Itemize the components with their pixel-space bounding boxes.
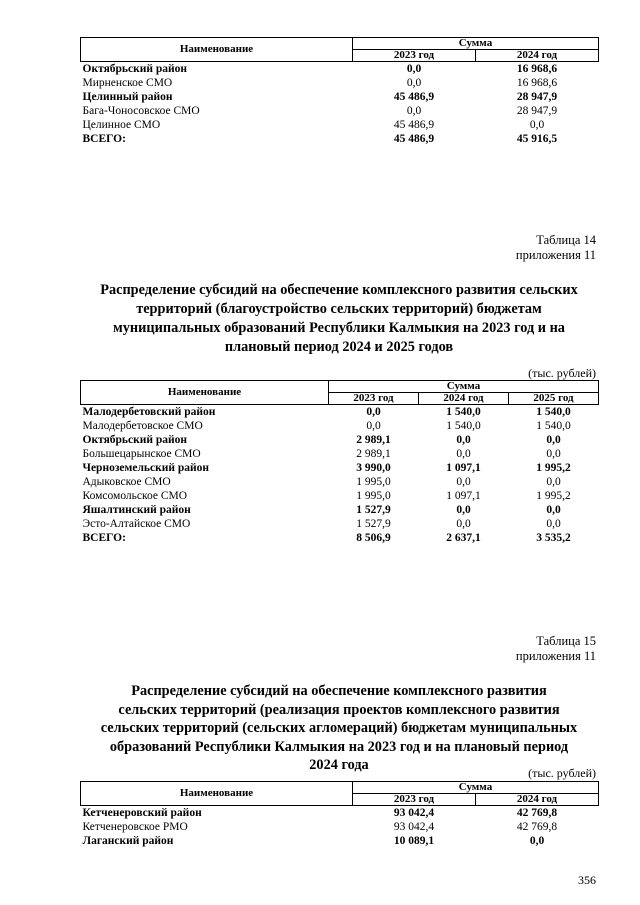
row-value: 0,0 xyxy=(406,77,422,89)
header-sum: Сумма xyxy=(353,782,599,794)
row-value: 0,0 xyxy=(546,504,561,516)
table-row xyxy=(81,90,599,104)
table-row xyxy=(81,461,599,475)
row-value: 1 995,0 xyxy=(356,490,391,502)
row-name: ВСЕГО: xyxy=(82,532,126,544)
row-value: 1 540,0 xyxy=(536,420,571,432)
row-value: 1 540,0 xyxy=(446,406,481,418)
row-value: 1 995,2 xyxy=(536,462,571,474)
row-name: Эсто-Алтайское СМО xyxy=(82,518,191,530)
header-sum: Сумма xyxy=(353,38,599,50)
appendix-ref: приложения 11 xyxy=(515,649,596,663)
table-row xyxy=(81,475,599,489)
row-value: 0,0 xyxy=(529,119,545,131)
header-name: Наименование xyxy=(81,38,353,62)
row-value: 0,0 xyxy=(456,504,471,516)
heading-line: сельских территорий (сельских агломераций) бюджетам муниципальных xyxy=(100,720,578,737)
table-row-total xyxy=(81,531,599,545)
page-number: 356 xyxy=(578,873,596,887)
row-value: 3 535,2 xyxy=(536,532,571,544)
header-year: 2024 год xyxy=(476,794,599,806)
heading-line: Распределение субсидий на обеспечение комплексного развития xyxy=(131,683,547,699)
row-name: Малодербетовское СМО xyxy=(82,420,203,432)
header-year: 2025 год xyxy=(509,393,599,405)
row-name: Лаганский район xyxy=(82,835,174,847)
row-value: 10 089,1 xyxy=(393,835,435,847)
row-name: Комсомольское СМО xyxy=(82,490,188,502)
row-value: 16 968,6 xyxy=(516,63,558,75)
row-name: Октябрьский район xyxy=(82,63,188,75)
header-year: 2024 год xyxy=(476,50,599,62)
heading-line: сельских территорий (реализация проектов комплексного развития xyxy=(118,701,560,718)
row-value: 16 968,6 xyxy=(516,77,558,89)
row-name: ВСЕГО: xyxy=(82,133,126,145)
row-name: Целинный район xyxy=(82,91,173,103)
table-number: Таблица 15 xyxy=(536,634,596,648)
row-value: 0,0 xyxy=(546,448,561,460)
table-row xyxy=(81,489,599,503)
row-name: Кетченеровское РМО xyxy=(82,821,188,833)
row-value: 0,0 xyxy=(366,406,381,418)
row-name: Черноземельский район xyxy=(82,462,210,474)
table-row xyxy=(81,118,599,132)
row-value: 1 995,0 xyxy=(356,476,391,488)
header-sum: Сумма xyxy=(329,381,599,393)
row-value: 93 042,4 xyxy=(393,807,435,819)
row-name: Мирненское СМО xyxy=(82,77,173,89)
table-row-total xyxy=(81,132,599,146)
header-year: 2023 год xyxy=(329,393,419,405)
row-name: Яшалтинский район xyxy=(82,504,191,516)
header-year: 2024 год xyxy=(419,393,509,405)
table-row xyxy=(81,820,599,834)
table-row xyxy=(81,62,599,77)
row-value: 0,0 xyxy=(529,835,545,847)
row-value: 28 947,9 xyxy=(516,91,558,103)
row-value: 0,0 xyxy=(406,63,422,75)
row-value: 93 042,4 xyxy=(393,821,435,833)
table-continuation xyxy=(80,37,599,146)
table-14-heading xyxy=(78,281,600,357)
table-row xyxy=(81,419,599,433)
row-value: 0,0 xyxy=(406,105,422,117)
units-label: (тыс. рублей) xyxy=(528,766,596,780)
table-row xyxy=(81,405,599,420)
table-row xyxy=(81,503,599,517)
row-value: 1 540,0 xyxy=(536,406,571,418)
table-row xyxy=(81,433,599,447)
row-value: 2 989,1 xyxy=(356,434,391,446)
table-row xyxy=(81,104,599,118)
row-value: 45 916,5 xyxy=(516,133,558,145)
table-row xyxy=(81,447,599,461)
row-value: 0,0 xyxy=(456,518,471,530)
table-row xyxy=(81,806,599,821)
row-value: 3 990,0 xyxy=(356,462,391,474)
row-value: 45 486,9 xyxy=(393,133,435,145)
header-year: 2023 год xyxy=(353,794,476,806)
row-value: 1 527,9 xyxy=(356,504,391,516)
heading-line: Распределение субсидий на обеспечение комплексного развития сельских xyxy=(100,282,578,298)
heading-line: территорий (благоустройство сельских территорий) бюджетам xyxy=(136,301,542,317)
row-value: 45 486,9 xyxy=(393,91,435,103)
row-value: 2 637,1 xyxy=(446,532,481,544)
table-14 xyxy=(80,380,599,545)
row-value: 0,0 xyxy=(456,434,471,446)
row-name: Кетченеровский район xyxy=(82,807,202,819)
table-row xyxy=(81,834,599,848)
row-value: 8 506,9 xyxy=(356,532,391,544)
appendix-ref: приложения 11 xyxy=(515,248,596,262)
row-name: Малодербетовский район xyxy=(82,406,216,418)
header-name: Наименование xyxy=(81,782,353,806)
row-value: 1 540,0 xyxy=(446,420,481,432)
table-row xyxy=(81,76,599,90)
row-value: 42 769,8 xyxy=(516,821,558,833)
table-15-label xyxy=(516,634,596,664)
header-year: 2023 год xyxy=(353,50,476,62)
units-label: (тыс. рублей) xyxy=(528,366,596,380)
table-number: Таблица 14 xyxy=(536,233,596,247)
header-name: Наименование xyxy=(81,381,329,405)
heading-line: плановый период 2024 и 2025 годов xyxy=(224,339,454,355)
table-15-heading xyxy=(78,682,600,775)
row-name: Октябрьский район xyxy=(82,434,188,446)
row-value: 28 947,9 xyxy=(516,105,558,117)
row-value: 1 097,1 xyxy=(446,490,481,502)
row-value: 42 769,8 xyxy=(516,807,558,819)
heading-line: 2024 года xyxy=(309,757,369,774)
row-name: Адыковское СМО xyxy=(82,476,171,488)
row-value: 1 995,2 xyxy=(536,490,571,502)
row-value: 0,0 xyxy=(546,476,561,488)
row-value: 1 527,9 xyxy=(356,518,391,530)
row-value: 0,0 xyxy=(456,476,471,488)
heading-line: муниципальных образований Республики Калмыкия на 2023 год и на xyxy=(113,320,565,336)
heading-line: образований Республики Калмыкия на 2023 год и на плановый период xyxy=(109,738,569,755)
row-name: Большецарынское СМО xyxy=(82,448,201,460)
table-15 xyxy=(80,781,599,848)
row-value: 45 486,9 xyxy=(393,119,435,131)
row-name: Целинное СМО xyxy=(82,119,161,131)
row-value: 1 097,1 xyxy=(446,462,481,474)
table-14-label xyxy=(516,233,596,263)
row-value: 0,0 xyxy=(546,518,561,530)
row-name: Бага-Чоносовское СМО xyxy=(82,105,200,117)
row-value: 0,0 xyxy=(546,434,561,446)
table-row xyxy=(81,517,599,531)
row-value: 0,0 xyxy=(456,448,471,460)
row-value: 0,0 xyxy=(366,420,381,432)
row-value: 2 989,1 xyxy=(356,448,391,460)
